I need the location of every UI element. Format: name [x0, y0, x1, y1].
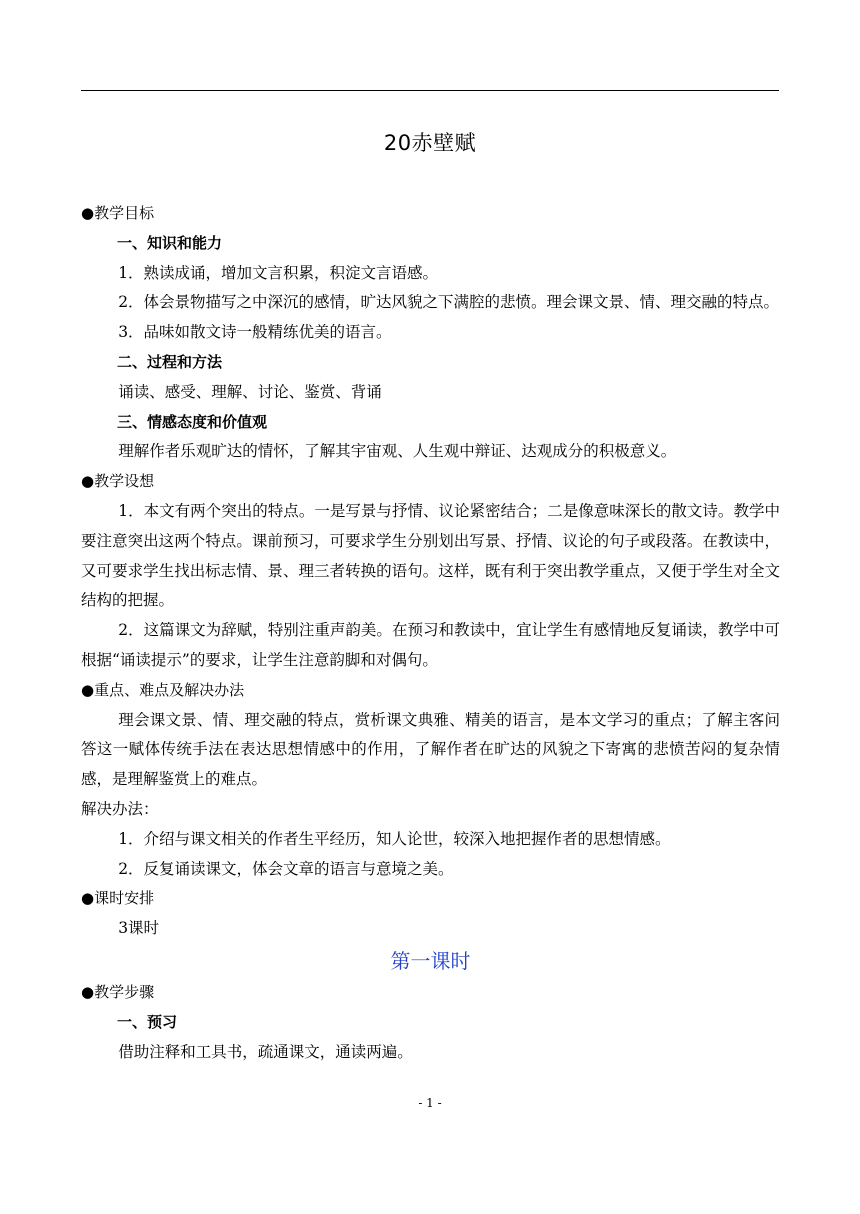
goal-1: 1．熟读成诵，增加文言积累，积淀文言语感。 [118, 263, 439, 282]
solution-2: 2．反复诵读课文，体会文章的语言与意境之美。 [118, 859, 454, 878]
header-rule [81, 90, 779, 91]
goals-heading: ●教学目标 [81, 204, 155, 222]
solution-heading: 解决办法： [81, 799, 159, 818]
page-number: - 1 - [418, 1096, 442, 1110]
goal-3: 3．品味如散文诗一般精练优美的语言。 [118, 323, 392, 342]
design-heading: ●教学设想 [81, 472, 155, 491]
lesson-title: 第一课时 [390, 948, 471, 973]
values-heading: 三、情感态度和价值观 [117, 412, 268, 431]
step-1-text: 借助注释和工具书，疏通课文，通读两遍。 [118, 1042, 413, 1061]
step-1-heading: 一、预习 [117, 1012, 178, 1031]
keypoints-heading: ●重点、难点及解决办法 [81, 680, 245, 699]
design-point-2: 2．这篇课文为辞赋，特别注重声韵美。在预习和教读中，宜让学生有感情地反复诵读，教学中可根据“诵读提示”的要求，让学生注意韵脚和对偶句。 [81, 621, 780, 669]
process-heading: 二、过程和方法 [117, 352, 223, 371]
values-text: 理解作者乐观旷达的情怀，了解其宇宙观、人生观中辩证、达观成分的积极意义。 [118, 442, 677, 461]
steps-heading: ●教学步骤 [81, 982, 155, 1001]
schedule-heading: ●课时安排 [81, 889, 155, 908]
process-text: 诵读、感受、理解、讨论、鉴赏、背诵 [118, 382, 382, 401]
goal-2: 2．体会景物描写之中深沉的感情，旷达风貌之下满腔的悲愤。理会课文景、情、理交融的特点。 [118, 293, 780, 312]
document-body [81, 199, 780, 1067]
page-title: 20赤壁赋 [383, 131, 477, 155]
design-point-1: 1．本文有两个突出的特点。一是写景与抒情、议论紧密结合；二是像意味深长的散文诗。教学中要注意突出这两个特点。课前预习，可要求学生分别划出写景、抒情、议论的句子或段落。在教读中，又可要求学生找出标志情、景、理三者转换的语句。这样，既有利于突出教学重点，又便于学生对全文结构的把握。 [81, 501, 780, 610]
knowledge-heading: 一、知识和能力 [117, 233, 223, 252]
solution-1: 1．介绍与课文相关的作者生平经历，知人论世，较深入地把握作者的思想情感。 [118, 829, 671, 848]
keypoints-text: 理会课文景、情、理交融的特点，赏析课文典雅、精美的语言，是本文学习的重点；了解主客问答这一赋体传统手法在表达思想情感中的作用，了解作者在旷达的风貌之下寄寓的悲愤苦闷的复杂情感，是理解鉴赏上的难点。 [81, 710, 780, 789]
schedule-text: 3课时 [118, 919, 160, 938]
